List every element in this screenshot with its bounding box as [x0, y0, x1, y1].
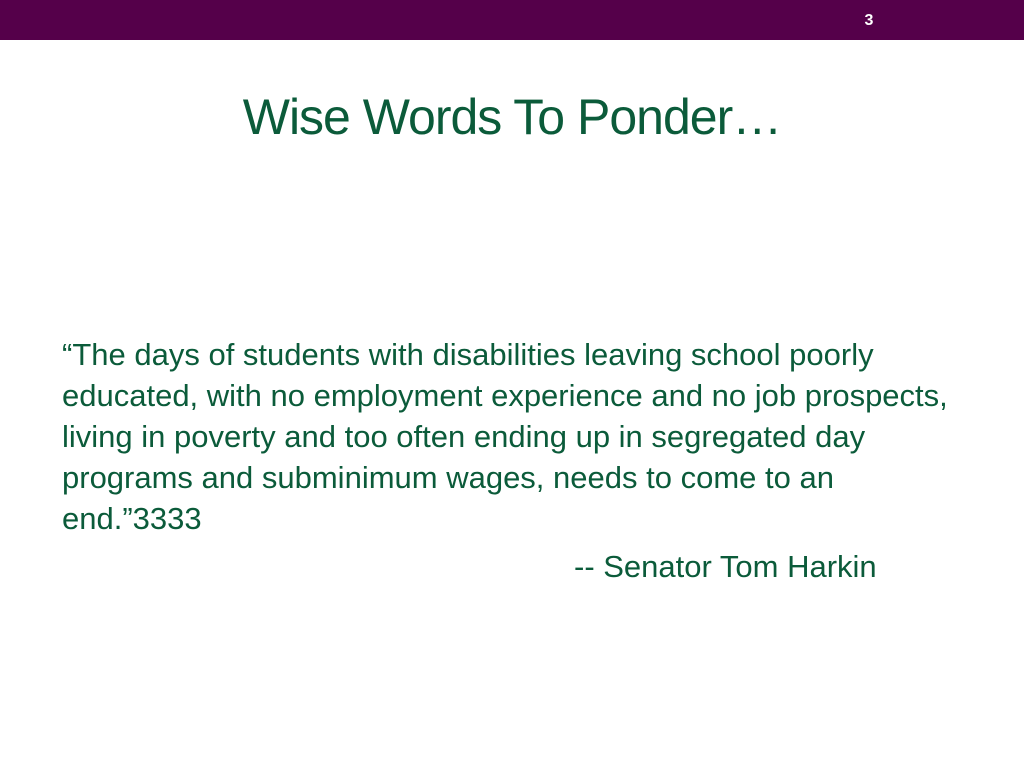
- slide-number: 3: [864, 12, 874, 29]
- quote-text: “The days of students with disabilities leaving school poorly educated, with no employment experience and no job prospects, living in poverty and too often ending up in segregated day programs and subminimum wages, needs to come to an end.”3333: [62, 337, 948, 536]
- top-bar: [0, 0, 1024, 40]
- slide-title: Wise Words To Ponder…: [242, 89, 782, 145]
- quote-attribution: -- Senator Tom Harkin: [574, 549, 877, 584]
